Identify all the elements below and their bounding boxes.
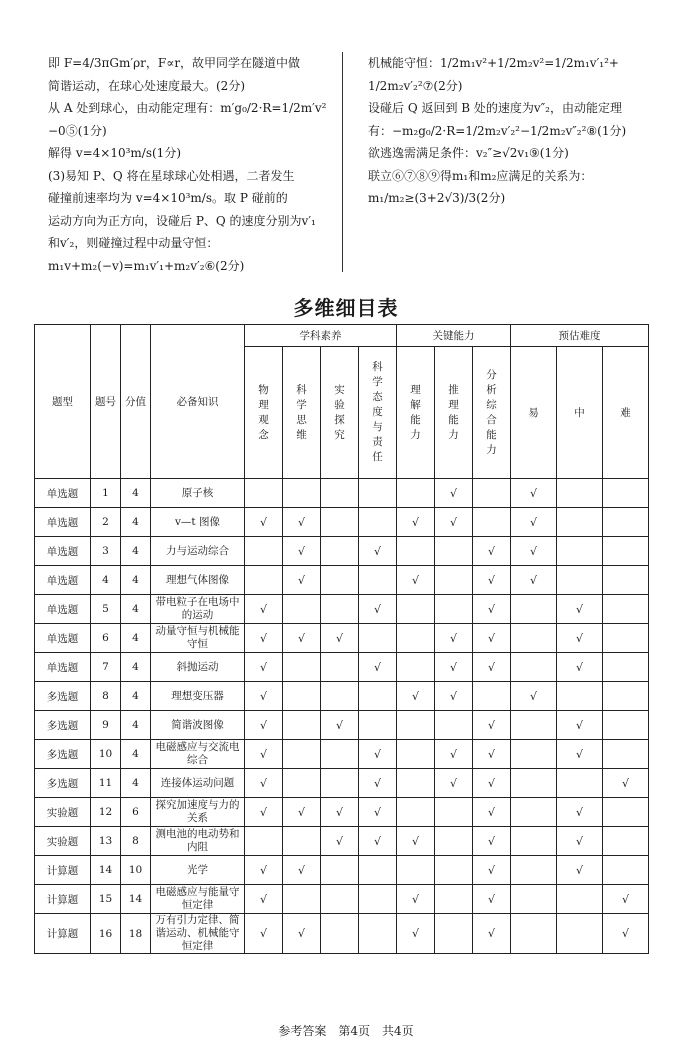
cell-type: 单选题 — [35, 624, 91, 653]
cell-mark — [603, 682, 649, 711]
header-type: 题型 — [35, 325, 91, 479]
cell-type: 多选题 — [35, 711, 91, 740]
cell-mark: √ — [473, 566, 511, 595]
cell-mark — [435, 595, 473, 624]
cell-mark — [511, 856, 557, 885]
table-row — [35, 711, 649, 740]
header-sub-cell — [603, 347, 649, 479]
cell-mark: √ — [359, 769, 397, 798]
detail-table — [34, 324, 649, 954]
cell-mark — [321, 740, 359, 769]
cell-mark: √ — [321, 827, 359, 856]
cell-mark: √ — [511, 479, 557, 508]
cell-mark: √ — [435, 682, 473, 711]
cell-mark: √ — [473, 827, 511, 856]
cell-type: 计算题 — [35, 885, 91, 914]
cell-mark: √ — [245, 914, 283, 954]
cell-type: 多选题 — [35, 682, 91, 711]
cell-mark: √ — [473, 653, 511, 682]
cell-mark: √ — [603, 914, 649, 954]
cell-mark — [603, 653, 649, 682]
cell-type: 多选题 — [35, 769, 91, 798]
cell-knowledge: 简谐波图像 — [151, 711, 245, 740]
cell-type: 单选题 — [35, 595, 91, 624]
header-group-difficulty: 预估难度 — [511, 325, 649, 347]
cell-mark: √ — [245, 711, 283, 740]
cell-mark — [245, 479, 283, 508]
cell-mark: √ — [283, 856, 321, 885]
cell-mark — [511, 827, 557, 856]
table-body — [35, 479, 649, 954]
cell-mark — [603, 624, 649, 653]
cell-mark: √ — [435, 769, 473, 798]
solution-right-column — [368, 52, 668, 210]
table-row — [35, 508, 649, 537]
cell-score: 18 — [121, 914, 151, 954]
cell-mark — [359, 914, 397, 954]
cell-number: 16 — [91, 914, 121, 954]
header-sub-label: 科学态度与责任 — [372, 361, 383, 463]
cell-mark: √ — [435, 624, 473, 653]
header-group-literacy: 学科素养 — [245, 325, 397, 347]
cell-mark — [321, 856, 359, 885]
cell-score: 6 — [121, 798, 151, 827]
cell-mark: √ — [473, 914, 511, 954]
cell-mark: √ — [603, 885, 649, 914]
cell-mark — [359, 566, 397, 595]
cell-score: 14 — [121, 885, 151, 914]
header-sub-cell — [435, 347, 473, 479]
cell-mark — [397, 653, 435, 682]
cell-mark — [283, 827, 321, 856]
cell-knowledge: 理想气体图像 — [151, 566, 245, 595]
cell-mark — [603, 856, 649, 885]
cell-mark: √ — [245, 508, 283, 537]
cell-score: 8 — [121, 827, 151, 856]
cell-mark — [359, 711, 397, 740]
cell-type: 计算题 — [35, 856, 91, 885]
cell-type: 单选题 — [35, 479, 91, 508]
cell-mark — [557, 479, 603, 508]
solution-line: 联立⑥⑦⑧⑨得m₁和m₂应满足的关系为： — [368, 168, 593, 183]
cell-mark — [511, 885, 557, 914]
cell-number: 11 — [91, 769, 121, 798]
cell-mark: √ — [473, 624, 511, 653]
cell-mark — [473, 682, 511, 711]
cell-mark — [603, 566, 649, 595]
cell-score: 4 — [121, 653, 151, 682]
cell-mark — [511, 798, 557, 827]
cell-mark — [359, 508, 397, 537]
table-row — [35, 624, 649, 653]
column-divider — [342, 52, 343, 272]
cell-mark — [473, 508, 511, 537]
solution-left-column — [48, 52, 334, 277]
cell-knowledge: 连接体运动问题 — [151, 769, 245, 798]
cell-mark — [321, 537, 359, 566]
cell-knowledge: 探究加速度与力的关系 — [151, 798, 245, 827]
cell-mark: √ — [283, 798, 321, 827]
cell-mark: √ — [321, 798, 359, 827]
cell-mark — [321, 769, 359, 798]
cell-mark: √ — [283, 508, 321, 537]
cell-mark: √ — [473, 595, 511, 624]
cell-mark: √ — [473, 798, 511, 827]
cell-number: 6 — [91, 624, 121, 653]
cell-number: 2 — [91, 508, 121, 537]
cell-mark: √ — [473, 885, 511, 914]
cell-knowledge: 电磁感应与交流电综合 — [151, 740, 245, 769]
header-sub-label: 理解能力 — [410, 383, 421, 441]
cell-number: 13 — [91, 827, 121, 856]
cell-mark: √ — [557, 624, 603, 653]
solution-line: 欲逃逸需满足条件：v₂″≥√2v₁⑨(1分) — [368, 146, 569, 160]
cell-mark: √ — [557, 653, 603, 682]
cell-mark: √ — [283, 624, 321, 653]
cell-mark: √ — [557, 856, 603, 885]
cell-mark: √ — [557, 827, 603, 856]
header-sub-label: 实验探究 — [334, 383, 345, 441]
cell-number: 15 — [91, 885, 121, 914]
cell-number: 5 — [91, 595, 121, 624]
cell-mark — [557, 682, 603, 711]
cell-type: 单选题 — [35, 537, 91, 566]
cell-mark: √ — [557, 740, 603, 769]
cell-mark — [397, 479, 435, 508]
cell-mark: √ — [359, 827, 397, 856]
cell-mark: √ — [511, 537, 557, 566]
solution-line: 机械能守恒：1/2m₁v²+1/2m₂v²=1/2m₁v′₁²+ — [368, 56, 619, 70]
cell-mark — [397, 537, 435, 566]
cell-mark: √ — [283, 566, 321, 595]
solution-line: 碰撞前速率均为 v=4×10³m/s。取 P 碰前的 — [48, 191, 288, 205]
cell-mark — [321, 479, 359, 508]
cell-score: 4 — [121, 508, 151, 537]
cell-number: 4 — [91, 566, 121, 595]
cell-mark — [397, 624, 435, 653]
cell-mark — [603, 595, 649, 624]
cell-mark — [397, 595, 435, 624]
solution-line: 设碰后 Q 返回到 B 处的速度为v″₂，由动能定理 — [368, 101, 622, 115]
table-row — [35, 914, 649, 954]
cell-mark: √ — [473, 856, 511, 885]
header-sub-cell — [245, 347, 283, 479]
cell-score: 4 — [121, 595, 151, 624]
solution-line: 简谐运动，在球心处速度最大。(2分) — [48, 78, 245, 93]
cell-mark: √ — [435, 740, 473, 769]
cell-mark — [321, 682, 359, 711]
header-knowledge: 必备知识 — [151, 325, 245, 479]
cell-mark — [321, 653, 359, 682]
header-sub-label: 易 — [528, 407, 539, 419]
cell-score: 4 — [121, 769, 151, 798]
cell-number: 10 — [91, 740, 121, 769]
cell-mark: √ — [473, 740, 511, 769]
cell-mark — [435, 827, 473, 856]
header-sub-label: 推理能力 — [448, 383, 459, 441]
cell-mark — [397, 711, 435, 740]
header-sub-label: 分析综合能力 — [486, 368, 497, 456]
cell-mark — [283, 711, 321, 740]
cell-mark: √ — [359, 798, 397, 827]
cell-type: 实验题 — [35, 798, 91, 827]
cell-score: 10 — [121, 856, 151, 885]
cell-knowledge: v—t 图像 — [151, 508, 245, 537]
cell-mark — [557, 885, 603, 914]
cell-mark: √ — [245, 769, 283, 798]
solution-line: m₁v+m₂(−v)=m₁v′₁+m₂v′₂⑥(2分) — [48, 258, 245, 273]
cell-score: 4 — [121, 682, 151, 711]
header-sub-label: 中 — [574, 407, 585, 419]
page-footer: 参考答案 第4页 共4页 — [278, 1024, 414, 1038]
cell-mark — [245, 537, 283, 566]
cell-knowledge: 带电粒子在电场中的运动 — [151, 595, 245, 624]
cell-mark — [603, 798, 649, 827]
solution-line: −0⑤(1分) — [48, 123, 107, 138]
solution-line: 解得 v=4×10³m/s(1分) — [48, 146, 181, 160]
cell-mark — [321, 885, 359, 914]
cell-mark — [283, 653, 321, 682]
solution-line: 和v′₂，则碰撞过程中动量守恒： — [48, 236, 219, 250]
cell-mark: √ — [245, 740, 283, 769]
cell-mark: √ — [359, 740, 397, 769]
cell-mark: √ — [397, 885, 435, 914]
cell-mark: √ — [245, 595, 283, 624]
solution-line: m₁/m₂≥(3+2√3)/3(2分) — [368, 191, 506, 205]
table-row — [35, 682, 649, 711]
cell-knowledge: 力与运动综合 — [151, 537, 245, 566]
cell-mark — [511, 653, 557, 682]
header-number: 题号 — [91, 325, 121, 479]
header-score: 分值 — [121, 325, 151, 479]
cell-mark — [359, 479, 397, 508]
solution-line: (3)易知 P、Q 将在星球球心处相遇，二者发生 — [48, 168, 295, 183]
cell-mark — [557, 508, 603, 537]
cell-score: 4 — [121, 479, 151, 508]
cell-mark — [603, 508, 649, 537]
cell-type: 单选题 — [35, 566, 91, 595]
cell-mark: √ — [283, 537, 321, 566]
cell-type: 实验题 — [35, 827, 91, 856]
cell-number: 1 — [91, 479, 121, 508]
cell-mark: √ — [245, 885, 283, 914]
table-row — [35, 769, 649, 798]
cell-type: 单选题 — [35, 653, 91, 682]
cell-mark: √ — [397, 914, 435, 954]
cell-mark — [511, 711, 557, 740]
cell-mark — [321, 566, 359, 595]
table-row — [35, 537, 649, 566]
cell-score: 4 — [121, 566, 151, 595]
cell-number: 7 — [91, 653, 121, 682]
cell-mark — [511, 914, 557, 954]
cell-mark: √ — [397, 508, 435, 537]
cell-mark — [359, 856, 397, 885]
cell-mark — [283, 740, 321, 769]
table-row — [35, 566, 649, 595]
cell-mark: √ — [245, 682, 283, 711]
cell-mark — [603, 479, 649, 508]
cell-mark: √ — [557, 711, 603, 740]
cell-score: 4 — [121, 740, 151, 769]
cell-mark: √ — [473, 537, 511, 566]
cell-number: 12 — [91, 798, 121, 827]
cell-mark: √ — [473, 769, 511, 798]
cell-mark — [435, 566, 473, 595]
cell-mark — [511, 624, 557, 653]
cell-mark — [557, 537, 603, 566]
cell-mark: √ — [245, 624, 283, 653]
cell-number: 9 — [91, 711, 121, 740]
cell-mark: √ — [435, 508, 473, 537]
cell-mark — [397, 856, 435, 885]
cell-number: 14 — [91, 856, 121, 885]
cell-mark: √ — [359, 537, 397, 566]
cell-knowledge: 测电池的电动势和内阻 — [151, 827, 245, 856]
cell-score: 4 — [121, 537, 151, 566]
cell-mark: √ — [511, 508, 557, 537]
table-row — [35, 653, 649, 682]
cell-mark — [283, 595, 321, 624]
cell-mark: √ — [603, 769, 649, 798]
cell-mark — [603, 740, 649, 769]
cell-mark — [321, 914, 359, 954]
cell-knowledge: 动量守恒与机械能守恒 — [151, 624, 245, 653]
cell-mark — [283, 885, 321, 914]
cell-mark — [435, 885, 473, 914]
cell-mark — [435, 856, 473, 885]
cell-mark: √ — [359, 595, 397, 624]
cell-knowledge: 光学 — [151, 856, 245, 885]
cell-mark — [557, 769, 603, 798]
cell-knowledge: 万有引力定律、简谐运动、机械能守恒定律 — [151, 914, 245, 954]
table-row — [35, 827, 649, 856]
header-sub-cell — [397, 347, 435, 479]
cell-type: 计算题 — [35, 914, 91, 954]
cell-mark: √ — [435, 479, 473, 508]
cell-mark: √ — [397, 566, 435, 595]
cell-mark — [435, 537, 473, 566]
cell-mark — [397, 798, 435, 827]
cell-knowledge: 原子核 — [151, 479, 245, 508]
cell-knowledge: 电磁感应与能量守恒定律 — [151, 885, 245, 914]
table-row — [35, 479, 649, 508]
cell-mark — [511, 769, 557, 798]
cell-knowledge: 斜抛运动 — [151, 653, 245, 682]
solution-line: 即 F=4/3πGm′ρr，F∝r，故甲同学在隧道中做 — [48, 56, 301, 70]
table-row — [35, 885, 649, 914]
cell-mark — [359, 885, 397, 914]
header-group-ability: 关键能力 — [397, 325, 511, 347]
cell-mark — [511, 740, 557, 769]
cell-mark — [245, 827, 283, 856]
header-sub-cell — [321, 347, 359, 479]
header-sub-cell — [473, 347, 511, 479]
cell-mark: √ — [473, 711, 511, 740]
header-sub-cell — [359, 347, 397, 479]
header-sub-label: 科学思维 — [296, 383, 307, 441]
cell-number: 3 — [91, 537, 121, 566]
solution-line: 1/2m₂v′₂²⑦(2分) — [368, 78, 463, 93]
header-sub-cell — [557, 347, 603, 479]
solution-line: 从 A 处到球心，由动能定理有：m′g₀/2·R=1/2m′v² — [48, 101, 327, 115]
table-row — [35, 740, 649, 769]
cell-mark — [435, 914, 473, 954]
cell-mark — [603, 827, 649, 856]
cell-mark — [397, 769, 435, 798]
cell-mark — [283, 682, 321, 711]
cell-mark: √ — [359, 653, 397, 682]
cell-mark — [359, 682, 397, 711]
cell-mark — [321, 595, 359, 624]
cell-mark: √ — [245, 653, 283, 682]
header-row-groups — [35, 325, 649, 347]
solution-line: 有：−m₂g₀/2·R=1/2m₂v′₂²−1/2m₂v″₂²⑧(1分) — [368, 123, 627, 138]
cell-mark: √ — [511, 566, 557, 595]
cell-mark — [397, 740, 435, 769]
cell-mark: √ — [397, 682, 435, 711]
cell-mark: √ — [511, 682, 557, 711]
header-sub-label: 物理观念 — [258, 383, 269, 441]
cell-score: 4 — [121, 711, 151, 740]
cell-type: 单选题 — [35, 508, 91, 537]
table-row — [35, 595, 649, 624]
cell-mark — [603, 537, 649, 566]
cell-mark — [557, 914, 603, 954]
cell-type: 多选题 — [35, 740, 91, 769]
cell-mark: √ — [245, 798, 283, 827]
cell-mark: √ — [397, 827, 435, 856]
cell-mark — [245, 566, 283, 595]
header-sub-cell — [283, 347, 321, 479]
cell-mark — [435, 711, 473, 740]
cell-mark — [473, 479, 511, 508]
cell-knowledge: 理想变压器 — [151, 682, 245, 711]
cell-mark: √ — [557, 798, 603, 827]
cell-mark: √ — [283, 914, 321, 954]
cell-mark: √ — [557, 595, 603, 624]
table-title: 多维细目表 — [293, 296, 399, 320]
header-sub-label: 难 — [620, 407, 631, 419]
cell-score: 4 — [121, 624, 151, 653]
cell-mark — [283, 479, 321, 508]
cell-mark — [557, 566, 603, 595]
table-row — [35, 856, 649, 885]
cell-mark: √ — [245, 856, 283, 885]
cell-mark — [511, 595, 557, 624]
cell-mark — [435, 798, 473, 827]
table-row — [35, 798, 649, 827]
cell-mark: √ — [435, 653, 473, 682]
cell-mark — [603, 711, 649, 740]
cell-mark: √ — [321, 711, 359, 740]
cell-mark — [283, 769, 321, 798]
cell-mark — [359, 624, 397, 653]
cell-mark: √ — [321, 624, 359, 653]
header-sub-cell — [511, 347, 557, 479]
solution-line: 运动方向为正方向，设碰后 P、Q 的速度分别为v′₁ — [48, 213, 316, 228]
cell-number: 8 — [91, 682, 121, 711]
cell-mark — [321, 508, 359, 537]
